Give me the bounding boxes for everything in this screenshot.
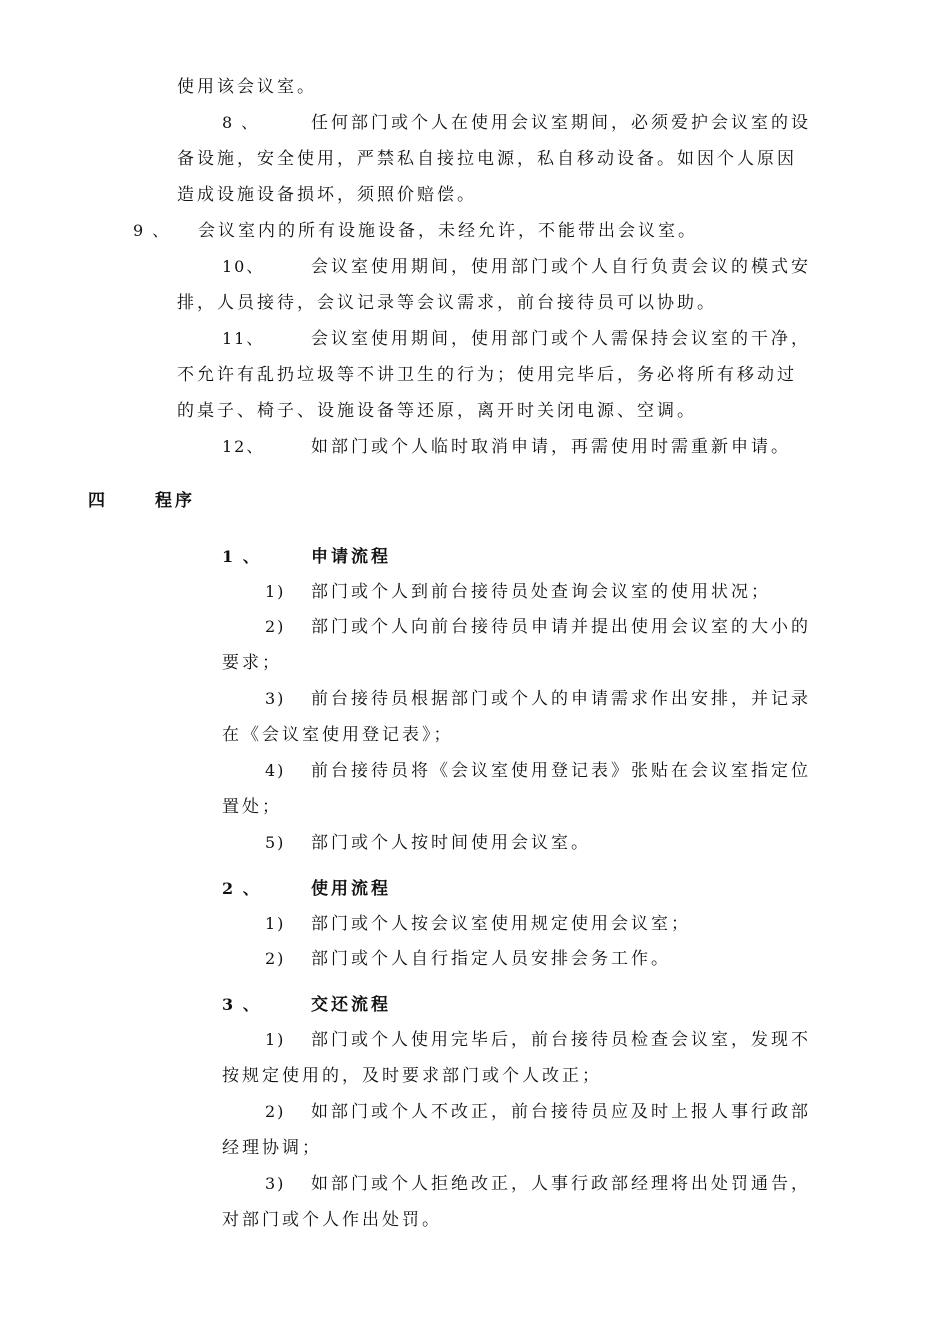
s3-item-2-line-1: 如部门或个人不改正，前台接待员应及时上报人事行政部 bbox=[311, 1102, 811, 1122]
s3-item-2-line-2: 经理协调； bbox=[222, 1138, 322, 1158]
subsection-1-number: 1 、 bbox=[222, 547, 261, 566]
subsection-3-number: 3 、 bbox=[222, 995, 261, 1014]
subsection-1-title: 申请流程 bbox=[311, 547, 391, 567]
rule-8-line-2: 备设施，安全使用，严禁私自接拉电源，私自移动设备。如因个人原因 bbox=[177, 149, 797, 169]
rule-7-continuation: 使用该会议室。 bbox=[177, 77, 317, 97]
rule-10-line-1: 会议室使用期间，使用部门或个人自行负责会议的模式安 bbox=[311, 257, 811, 277]
s1-item-1-line-1: 部门或个人到前台接待员处查询会议室的使用状况； bbox=[311, 582, 771, 602]
rule-11-line-1: 会议室使用期间，使用部门或个人需保持会议室的干净， bbox=[311, 329, 811, 349]
rule-11-line-3: 的桌子、椅子、设施设备等还原，离开时关闭电源、空调。 bbox=[177, 401, 697, 421]
s1-item-3-number: 3) bbox=[265, 689, 286, 708]
rule-9-line-1: 会议室内的所有设施设备，未经允许，不能带出会议室。 bbox=[198, 221, 698, 241]
s1-item-2-line-1: 部门或个人向前台接待员申请并提出使用会议室的大小的 bbox=[311, 617, 811, 637]
rule-11-line-2: 不允许有乱扔垃圾等不讲卫生的行为；使用完毕后，务必将所有移动过 bbox=[177, 365, 797, 385]
rule-11-number: 11、 bbox=[222, 329, 265, 348]
s1-item-5-line-1: 部门或个人按时间使用会议室。 bbox=[311, 833, 591, 853]
s1-item-2-number: 2) bbox=[265, 617, 286, 636]
rule-10-line-2: 排，人员接待，会议记录等会议需求，前台接待员可以协助。 bbox=[177, 293, 717, 313]
rule-10-number: 10、 bbox=[222, 257, 265, 276]
s3-item-3-number: 3) bbox=[265, 1174, 286, 1193]
s1-item-4-line-2: 置处； bbox=[222, 797, 282, 817]
section-4-title: 程序 bbox=[155, 491, 195, 511]
s1-item-1-number: 1) bbox=[265, 582, 286, 601]
s1-item-5-number: 5) bbox=[265, 833, 286, 852]
s1-item-4-number: 4) bbox=[265, 761, 286, 780]
s3-item-3-line-2: 对部门或个人作出处罚。 bbox=[222, 1210, 442, 1230]
rule-8-number: 8 、 bbox=[222, 113, 260, 132]
s3-item-1-line-1: 部门或个人使用完毕后，前台接待员检查会议室，发现不 bbox=[311, 1030, 811, 1050]
s1-item-4-line-1: 前台接待员将《会议室使用登记表》张贴在会议室指定位 bbox=[311, 761, 811, 781]
s3-item-1-number: 1) bbox=[265, 1030, 286, 1049]
subsection-2-title: 使用流程 bbox=[311, 879, 391, 899]
s1-item-3-line-2: 在《会议室使用登记表》； bbox=[222, 725, 454, 745]
s1-item-3-line-1: 前台接待员根据部门或个人的申请需求作出安排，并记录 bbox=[311, 689, 811, 709]
s3-item-3-line-1: 如部门或个人拒绝改正，人事行政部经理将出处罚通告， bbox=[311, 1174, 811, 1194]
rule-12-line-1: 如部门或个人临时取消申请，再需使用时需重新申请。 bbox=[311, 437, 791, 457]
rule-8-line-1: 任何部门或个人在使用会议室期间，必须爱护会议室的设 bbox=[311, 113, 811, 133]
rule-12-number: 12、 bbox=[222, 437, 265, 456]
s1-item-2-line-2: 要求； bbox=[222, 653, 282, 673]
section-4-number: 四 bbox=[88, 491, 108, 511]
subsection-2-number: 2 、 bbox=[222, 879, 261, 898]
rule-8-line-3: 造成设施设备损坏，须照价赔偿。 bbox=[177, 185, 477, 205]
s2-item-1-line-1: 部门或个人按会议室使用规定使用会议室； bbox=[311, 914, 691, 934]
subsection-3-title: 交还流程 bbox=[311, 995, 391, 1015]
s2-item-1-number: 1) bbox=[265, 914, 286, 933]
s2-item-2-line-1: 部门或个人自行指定人员安排会务工作。 bbox=[311, 949, 671, 969]
s3-item-2-number: 2) bbox=[265, 1102, 286, 1121]
rule-9-number: 9 、 bbox=[133, 221, 171, 240]
s3-item-1-line-2: 按规定使用的，及时要求部门或个人改正； bbox=[222, 1066, 602, 1086]
s2-item-2-number: 2) bbox=[265, 949, 286, 968]
